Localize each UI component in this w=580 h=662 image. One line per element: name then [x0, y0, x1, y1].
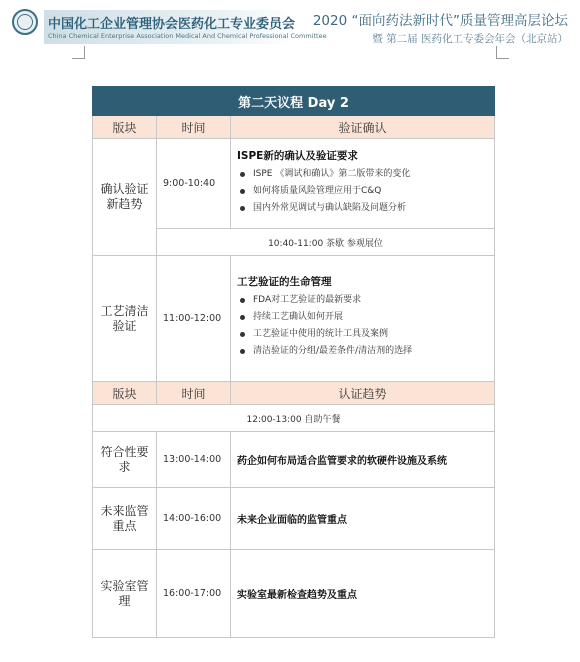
- table-row: [93, 488, 495, 550]
- block-cell: 实验室管理: [93, 550, 157, 638]
- crop-mark-right: [496, 46, 509, 59]
- list-item: 工艺验证中使用的统计工具及案例: [237, 329, 488, 340]
- lunch-row: 12:00-13:00 自助午餐: [93, 405, 495, 432]
- list-item: 如何将质量风险管理应用于C&Q: [237, 186, 488, 197]
- time-cell: 9:00-10:40: [157, 139, 231, 229]
- event-title: [313, 9, 568, 29]
- time-cell: 16:00-17:00: [157, 550, 231, 638]
- crop-mark-left: [72, 46, 85, 59]
- block-cell: 确认验证新趋势: [93, 139, 157, 256]
- table-row: [93, 256, 495, 382]
- table-row: [93, 550, 495, 638]
- page-header: [0, 0, 580, 60]
- org-banner: [44, 10, 327, 44]
- association-logo-icon: [12, 9, 38, 35]
- topic-cell: 未来企业面临的监管重点: [231, 488, 495, 550]
- org-name-en: China Chemical Enterprise Association Medical And Chemical Professional Committee: [48, 32, 327, 40]
- list-item: ISPE 《调试和确认》第二版带来的变化: [237, 169, 488, 180]
- list-item: 持续工艺确认如何开展: [237, 312, 488, 323]
- topic-cell: 实验室最新检查趋势及重点: [231, 550, 495, 638]
- topic-title: 工艺验证的生命管理: [237, 276, 332, 288]
- block-cell: 工艺清洁验证: [93, 256, 157, 382]
- col-header-block: 版块: [93, 382, 157, 405]
- event-theme: “面向药法新时代”: [351, 13, 460, 29]
- block-cell: 未来监管重点: [93, 488, 157, 550]
- list-item: 国内外常见调试与确认缺陷及问题分析: [237, 203, 488, 214]
- col-header-block: 版块: [93, 116, 157, 139]
- list-item: FDA对工艺验证的最新要求: [237, 295, 488, 306]
- time-cell: 13:00-14:00: [157, 432, 231, 488]
- event-year: 2020: [312, 13, 348, 29]
- table-header-row: [93, 116, 495, 139]
- col-header-time: 时间: [157, 116, 231, 139]
- org-name-cn: 中国化工企业管理协会医药化工专业委员会: [48, 17, 296, 32]
- list-item: 清洁验证的分组/最差条件/清洁剂的选择: [237, 346, 488, 357]
- break-row: 10:40-11:00 茶歇 参观展位: [157, 229, 495, 256]
- topic-cell: [231, 256, 495, 382]
- topic-cell: [231, 139, 495, 229]
- topic-cell: 药企如何布局适合监管要求的软硬件设施及系统: [231, 432, 495, 488]
- day-title: 第二天议程 Day 2: [93, 87, 495, 116]
- time-cell: 11:00-12:00: [157, 256, 231, 382]
- col-header-time: 时间: [157, 382, 231, 405]
- time-cell: 14:00-16:00: [157, 488, 231, 550]
- block-cell: 符合性要求: [93, 432, 157, 488]
- table-header-row: [93, 382, 495, 405]
- event-subtitle: 暨 第二届 医药化工专委会年会（北京站）: [372, 33, 568, 45]
- col-header-topic: 认证趋势: [231, 382, 495, 405]
- agenda-table: [92, 86, 495, 638]
- table-row: [93, 139, 495, 229]
- table-row: [93, 432, 495, 488]
- col-header-topic: 验证确认: [231, 116, 495, 139]
- event-title-rest: 质量管理高层论坛: [460, 13, 568, 29]
- topic-title: ISPE新的确认及验证要求: [237, 149, 358, 162]
